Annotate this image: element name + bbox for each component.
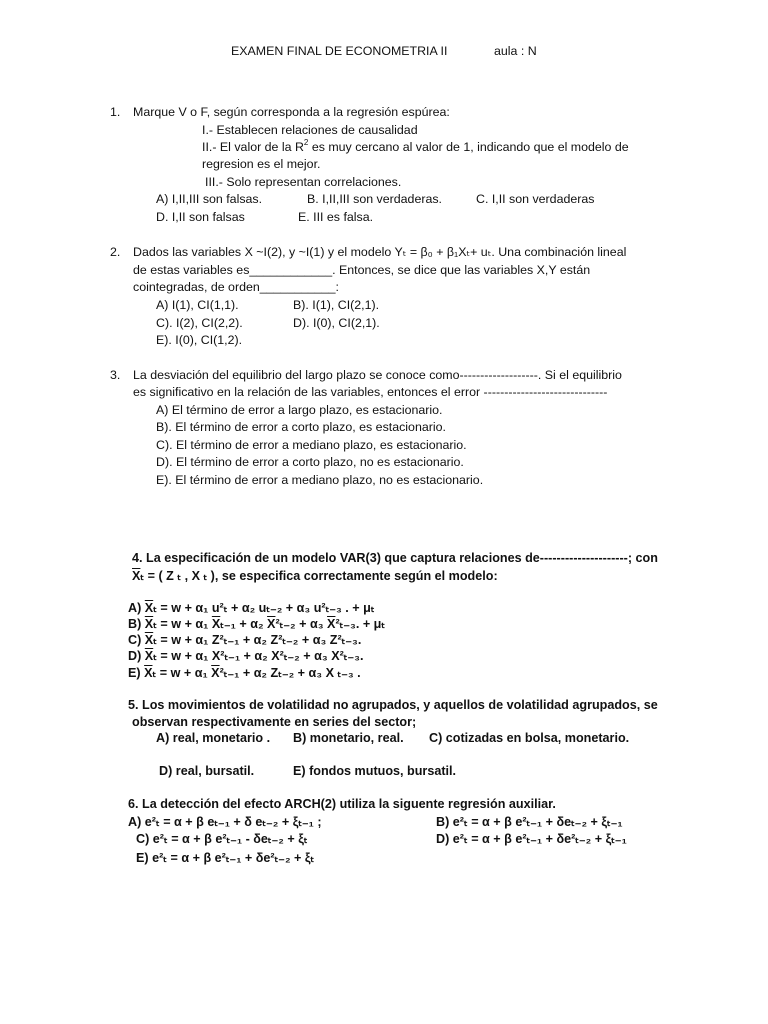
aula-label: aula : N: [494, 44, 537, 58]
q1-statement-iii: III.- Solo representan correlaciones.: [205, 175, 402, 189]
q2-option-d: D). I(0), CI(2,1).: [293, 316, 380, 330]
q2-line-2: de estas variables es____________. Entonces, se dice que las variables X,Y están: [133, 263, 591, 277]
q3-option-c: C). El término de error a mediano plazo, es estacionario.: [156, 438, 467, 452]
q2-line-1: Dados las variables X ~I(2), y ~I(1) y el modelo Yₜ = β₀ + β₁Xₜ+ uₜ. Una combinación lineal: [133, 245, 627, 259]
q4-option-c: C) $\overline{X}_t = w + \alpha_1$ Z²ₜ₋₁ + α₂ Z²ₜ₋₂ + α₃ Z²ₜ₋₃.: [128, 633, 362, 647]
q5-line-2: observan respectivamente en series del sector;: [132, 715, 417, 729]
q2-option-b: B). I(1), CI(2,1).: [293, 298, 380, 312]
q6-option-d: D) e²ₜ = α + β e²ₜ₋₁ + δe²ₜ₋₂ + ξₜ₋₁: [436, 832, 627, 846]
q4-line-1: 4. La especificación de un modelo VAR(3) que captura relaciones de---------------------; con: [132, 551, 658, 565]
q3-line-1: La desviación del equilibrio del largo plazo se conoce como-------------------. Si el equilibrio: [133, 368, 622, 382]
q1-option-d: D. I,II son falsas: [156, 210, 245, 224]
q1-number: 1.: [110, 105, 121, 119]
q5-option-d: D) real, bursatil.: [159, 764, 255, 778]
q1-statement-i: I.- Establecen relaciones de causalidad: [202, 123, 418, 137]
q2-option-a: A) I(1), CI(1,1).: [156, 298, 239, 312]
q1-option-c: C. I,II son verdaderas: [476, 192, 595, 206]
q4-option-b: B) $\overline{X}_t = w + \alpha_1$ $\overline{X}_{t-1} + \alpha_2$ $\overline{X}^2_{t-2} + \alpha_3$ $\overline{X}^2_{t-3}$. + μₜ: [128, 617, 386, 631]
exam-title: EXAMEN FINAL DE ECONOMETRIA II: [231, 44, 448, 58]
q1-statement-ii: II.- El valor de la $R^2$ es muy cercano al valor de 1, indicando que el modelo de: [202, 138, 629, 154]
q4-option-d: D) $\overline{X}_t = w + \alpha_1$ X²ₜ₋₁ + α₂ X²ₜ₋₂ + α₃ X²ₜ₋₃.: [128, 649, 364, 663]
q5-line-1: 5. Los movimientos de volatilidad no agrupados, y aquellos de volatilidad agrupados, se: [128, 698, 658, 712]
q3-option-a: A) El término de error a largo plazo, es estacionario.: [156, 403, 443, 417]
q1-option-a: A) I,II,III son falsas.: [156, 192, 263, 206]
q2-line-3: cointegradas, de orden___________:: [133, 280, 339, 294]
q3-number: 3.: [110, 368, 121, 382]
q2-number: 2.: [110, 245, 121, 259]
q5-option-c: C) cotizadas en bolsa, monetario.: [429, 731, 630, 745]
q6-line-1: 6. La detección del efecto ARCH(2) utiliza la siguente regresión auxiliar.: [128, 797, 556, 811]
q3-option-e: E). El término de error a mediano plazo, no es estacionario.: [156, 473, 484, 487]
q1-option-b: B. I,II,III son verdaderas.: [307, 192, 442, 206]
q6-option-b: B) e²ₜ = α + β e²ₜ₋₁ + δeₜ₋₂ + ξₜ₋₁: [436, 815, 623, 829]
q2-option-c: C). I(2), CI(2,2).: [156, 316, 243, 330]
q1-statement-ii-cont: regresion es el mejor.: [202, 157, 321, 171]
q3-option-b: B). El término de error a corto plazo, es estacionario.: [156, 420, 446, 434]
q4-option-e: E) $\overline{X}_t = w + \alpha_1$ $\overline{X}^2_{t-1} + \alpha_2$ Zₜ₋₂ + α₃ X ₜ₋₃ .: [128, 666, 361, 680]
q5-option-b: B) monetario, real.: [293, 731, 404, 745]
q3-option-d: D). El término de error a corto plazo, no es estacionario.: [156, 455, 464, 469]
q6-option-c: C) e²ₜ = α + β e²ₜ₋₁ - δeₜ₋₂ + ξₜ: [136, 832, 308, 846]
q1-stem: Marque V o F, según corresponda a la regresión espúrea:: [133, 105, 450, 119]
q5-option-e: E) fondos mutuos, bursatil.: [293, 764, 457, 778]
q2-option-e: E). I(0), CI(1,2).: [156, 333, 243, 347]
q6-option-e: E) e²ₜ = α + β e²ₜ₋₁ + δe²ₜ₋₂ + ξₜ: [136, 851, 315, 865]
q3-line-2: es significativo en la relación de las variables, entonces el error ------------------------------: [133, 385, 608, 399]
q1-option-e: E. III es falsa.: [298, 210, 374, 224]
q6-option-a: A) e²ₜ = α + β eₜ₋₁ + δ eₜ₋₂ + ξₜ₋₁ ;: [128, 815, 322, 829]
q4-option-a: A) $\overline{X}_t = w + \alpha_1$ u²ₜ + α₂ uₜ₋₂ + α₃ u²ₜ₋₃ . + μₜ: [128, 601, 375, 615]
q5-option-a: A) real, monetario .: [156, 731, 271, 745]
q4-line-2: $\overline{X}_t$ = ( Z ₜ , X ₜ ), se especifica correctamente según el modelo:: [132, 569, 498, 583]
